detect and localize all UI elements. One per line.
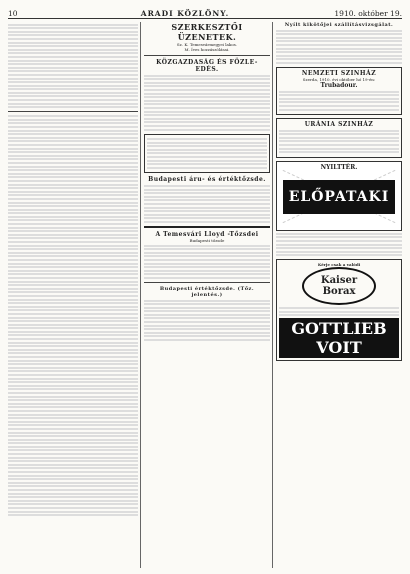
elopataki-logo: ELŐPATAKI (283, 180, 395, 214)
theatre-subtitle: Szerda, 1910. évi október hó 19-én: (302, 76, 376, 82)
kaiser-logo: Kaiser Borax (302, 267, 376, 305)
transport-lines (276, 30, 402, 64)
budapest-exchange-title: Budapesti áru- és értéktőzsde. (148, 176, 266, 184)
theatre-lines (279, 91, 399, 111)
more-title: Budapesti értéktőzsde. (Tőz. jelentés.) (159, 285, 255, 298)
urania-lines (279, 130, 399, 154)
column-1 (8, 22, 138, 568)
column-rule-1 (140, 22, 141, 568)
page-header (8, 4, 402, 19)
editorial-title: SZERKESZTŐI ÜZENETEK. (171, 22, 243, 42)
ship-rule (144, 226, 270, 228)
masthead-title: ARADI KÖZLÖNY. (140, 9, 230, 18)
grain-prices-box (144, 134, 270, 174)
col1-paragraphs-2 (8, 115, 138, 516)
editorial-divider (144, 55, 270, 56)
column-2 (144, 22, 270, 568)
kaiser-borax-ad (276, 259, 402, 360)
transit-text (144, 75, 270, 131)
kaiser-lines (279, 307, 399, 316)
editorial-line-1: Sz. K. Temesvármegyei lakos. (176, 42, 238, 47)
ship-title: A Temesvári Lloyd -Tőzsdei (155, 230, 259, 238)
gottlieb-voit: GOTTLIEB VOIT (279, 318, 399, 358)
col1-text (8, 24, 138, 517)
theatre-box (276, 67, 402, 115)
budapest-exchange-lines (144, 185, 270, 223)
col1-divider-1 (8, 111, 138, 112)
urania-box (276, 118, 402, 158)
column-rule-2 (272, 22, 273, 568)
more-rule (144, 282, 270, 283)
grain-prices-lines (147, 138, 267, 169)
ship-lines (144, 245, 270, 279)
transport-title: Nyílt kikötőjei szállításvizsgálat. (284, 22, 394, 28)
elopataki-lines (276, 233, 402, 257)
editorial-line-2: M. Íves hozzászólásai. (184, 47, 230, 52)
nyiltter-ad (276, 161, 402, 231)
trovador-title: Trubadour. (320, 81, 358, 89)
urania-title: URÁNIA SZINHÁZ (304, 121, 374, 129)
kerje-text: Kérje csak a valódi (317, 262, 361, 268)
nyiltter-title: NYILTTÉR. (320, 163, 358, 171)
more-lines (144, 300, 270, 342)
page-number: 10 (8, 9, 18, 18)
ship-subtitle: Budapesti tőzsde (189, 237, 225, 243)
issue-date: 1910. október 19. (334, 9, 402, 18)
column-3 (276, 22, 402, 568)
col1-paragraphs (8, 24, 138, 109)
transit-title: KÖZGAZDASÁG ÉS FÖZLE- EDÉS. (156, 59, 258, 73)
theatre-title: NEMZETI SZINHÁZ (301, 69, 377, 77)
